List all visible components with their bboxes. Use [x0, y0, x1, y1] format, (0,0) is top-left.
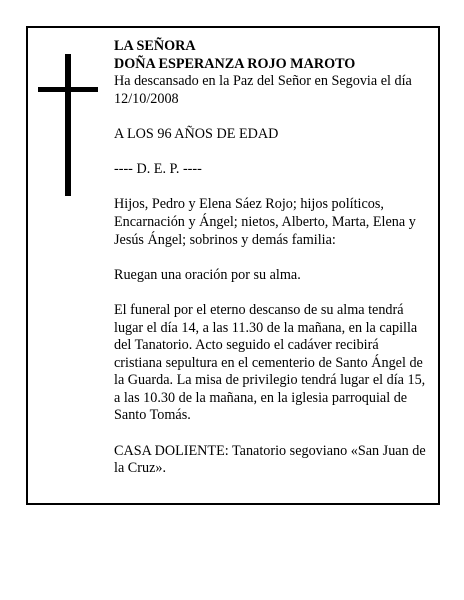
- cross-icon: [38, 54, 98, 196]
- family-list: Hijos, Pedro y Elena Sáez Rojo; hijos políticos, Encarnación y Ángel; nietos, Alberto, Marta, Elena y Jesús Ángel; sobrinos y demás familia:: [114, 196, 416, 248]
- obituary-text: [114, 38, 430, 495]
- passing-statement: Ha descansado en la Paz del Señor en Segovia el día 12/10/2008: [114, 73, 412, 107]
- title: LA SEÑORA: [114, 38, 196, 54]
- mourning-house: CASA DOLIENTE: Tanatorio segoviano «San Juan de la Cruz».: [114, 442, 426, 477]
- cross-vertical-bar: [65, 54, 71, 196]
- funeral-details: El funeral por el eterno descanso de su alma tendrá lugar el día 14, a las 11.30 de la mañana, en la capilla del Tanatorio. Acto seguido el cadáver recibirá cristiana sepultura en el cementerio de Santo Ángel de la Guarda. La misa de privilegio tendrá lugar el día 15, a las 10.30 de la mañana, en la iglesia parroquial de Santo Tomás.: [114, 301, 426, 424]
- rip-line: ---- D. E. P. ----: [114, 161, 202, 178]
- age-statement: A LOS 96 AÑOS DE EDAD: [114, 125, 279, 142]
- cross-horizontal-bar: [38, 87, 98, 92]
- prayer-request: Ruegan una oración por su alma.: [114, 266, 301, 283]
- heading-block: [114, 38, 430, 108]
- deceased-name: DOÑA ESPERANZA ROJO MAROTO: [114, 55, 356, 72]
